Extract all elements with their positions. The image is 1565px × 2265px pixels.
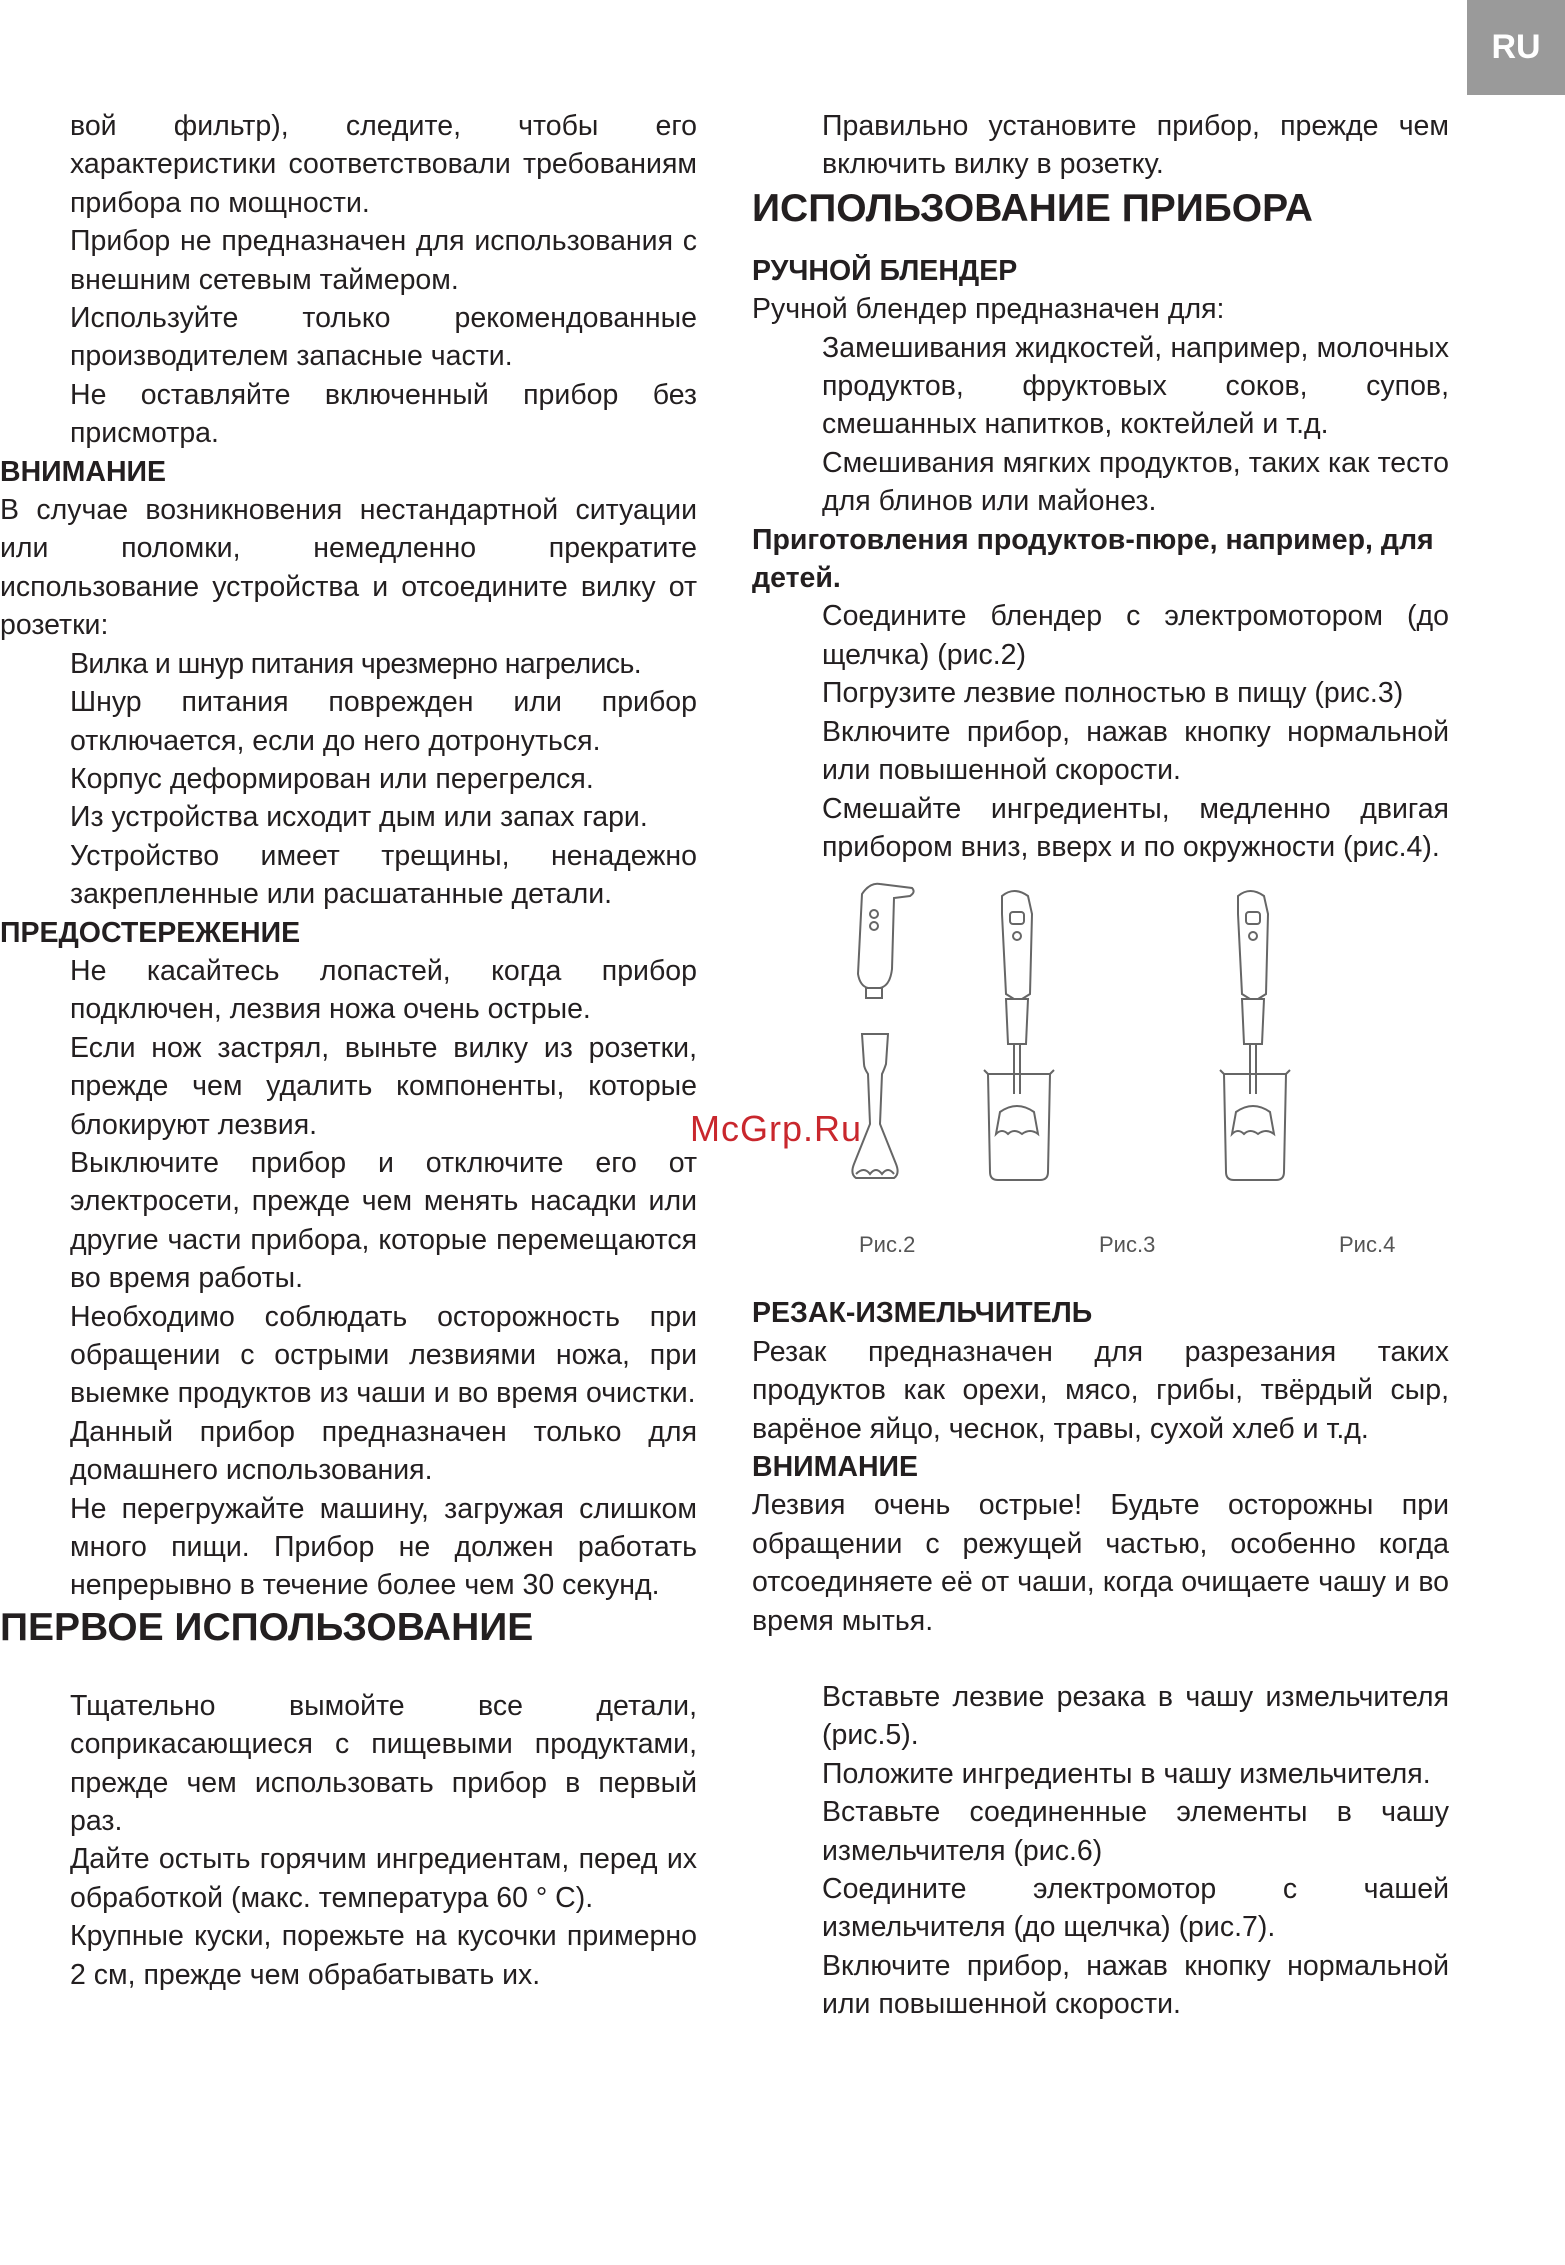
list-item: Не касайтесь лопастей, когда прибор подключен, лезвия ножа очень острые. [70,954,697,1026]
list-item: Соедините электромотор с чашей измельчителя (до щелчка) (рис.7). [822,1873,1449,1944]
watermark: McGrp.Ru [690,1108,863,1149]
list-item: Шнур питания поврежден или прибор отключается, если до него дотронуться. [70,686,697,757]
first-use-heading: ПЕРВОЕ ИСПОЛЬЗОВАНИЕ [0,1605,534,1649]
fig2-motor [858,884,914,998]
attention-text: В случае возникновения нестандартной ситуации или поломки, немедленно прекратите использование устройства и отсоедините вилку от розетки: [0,494,697,642]
list-item: Данный прибор предназначен только для домашнего использования. [70,1415,697,1487]
right-column [752,107,1449,2024]
list-item: Включите прибор, нажав кнопку нормальной или повышенной скорости. [822,1949,1449,2021]
list-item: Крупные куски, порежьте на кусочки примерно 2 см, прежде чем обрабатывать их. [70,1920,697,1991]
list-item: Дайте остыть горячим ингредиентам, перед их обработкой (макс. температура 60 ° С). [70,1843,697,1914]
list-item: Устройство имеет трещины, ненадежно закрепленные или расшатанные детали. [70,839,697,911]
paragraph: Правильно установите прибор, прежде чем включить вилку в розетку. [822,110,1449,181]
attention2-text: Лезвия очень острые! Будьте осторожны при обращении с режущей частью, особенно когда отсоединяете её от чаши, когда очищаете чашу и во время мытья. [752,1489,1449,1637]
figure-label: Рис.3 [1099,1232,1156,1258]
left-column [0,107,697,1994]
chopper-text: Резак предназначен для разрезания таких продуктов как орехи, мясо, грибы, твёрдый сыр, варёное яйцо, чеснок, травы, сухой хлеб и т.д. [752,1335,1449,1445]
blender-illustration [752,874,1449,1274]
fig4-blender [1220,891,1290,1180]
puree-heading: Приготовления продуктов-пюре, например, для детей. [752,523,1434,595]
list-item: Корпус деформирован или перегрелся. [70,762,594,795]
list-item: Из устройства исходит дым или запах гари. [70,801,648,834]
attention2-heading: ВНИМАНИЕ [752,1450,919,1483]
list-item: Смешайте ингредиенты, медленно двигая прибором вниз, вверх и по окружности (рис.4). [822,792,1449,863]
blender-intro: Ручной блендер предназначен для: [752,293,1225,326]
list-item: Необходимо соблюдать осторожность при обращении с острыми лезвиями ножа, при выемке продуктов из чаши и во время очистки. [70,1300,697,1410]
list-item: Не перегружайте машину, загружая слишком много пищи. Прибор не должен работать непрерывно в течение более чем 30 секунд. [70,1492,697,1602]
figure-label: Рис.4 [1339,1232,1396,1258]
language-tab: RU [1467,0,1565,95]
paragraph: Прибор не предназначен для использования с внешним сетевым таймером. [70,225,697,296]
list-item: Погрузите лезвие полностью в пищу (рис.3) [822,677,1404,710]
paragraph: Используйте только рекомендованные производителем запасные части. [70,302,697,373]
paragraph: Не оставляйте включенный прибор без присмотра. [70,378,697,450]
list-item: Выключите прибор и отключите его от электросети, прежде чем менять насадки или другие части прибора, которые перемещаются во время работы. [70,1146,697,1295]
list-item: Замешивания жидкостей, например, молочных продуктов, фруктовых соков, супов, смешанных напитков, коктейлей и т.д. [822,331,1449,441]
blender-figures [752,874,1449,1294]
figure-label: Рис.2 [859,1232,916,1258]
blender-heading: РУЧНОЙ БЛЕНДЕР [752,254,1018,287]
warning-heading: ПРЕДОСТЕРЕЖЕНИЕ [0,916,301,949]
list-item: Если нож застрял, выньте вилку из розетки, прежде чем удалить компоненты, которые блокируют лезвия. [70,1031,697,1141]
fig3-blender [984,891,1054,1180]
attention-heading: ВНИМАНИЕ [0,455,167,488]
list-item: Вставьте соединенные элементы в чашу измельчителя (рис.6) [822,1796,1449,1867]
list-item: Положите ингредиенты в чашу измельчителя. [822,1757,1431,1790]
list-item: Соедините блендер с электромотором (до щелчка) (рис.2) [822,600,1449,671]
list-item: Тщательно вымойте все детали, соприкасающиеся с пищевыми продуктами, прежде чем использовать прибор в первый раз. [70,1689,697,1838]
fig2-shaft [852,1034,897,1178]
list-item: Включите прибор, нажав кнопку нормальной или повышенной скорости. [822,715,1449,787]
usage-heading: ИСПОЛЬЗОВАНИЕ ПРИБОРА [752,186,1313,230]
chopper-heading: РЕЗАК-ИЗМЕЛЬЧИТЕЛЬ [752,1297,1093,1330]
paragraph: вой фильтр), следите, чтобы его характеристики соответствовали требованиям прибора по мощности. [70,110,697,219]
list-item: Вставьте лезвие резака в чашу измельчителя (рис.5). [822,1680,1449,1752]
list-item: Вилка и шнур питания чрезмерно нагрелись. [70,647,642,680]
list-item: Смешивания мягких продуктов, таких как тесто для блинов или майонез. [822,446,1449,518]
